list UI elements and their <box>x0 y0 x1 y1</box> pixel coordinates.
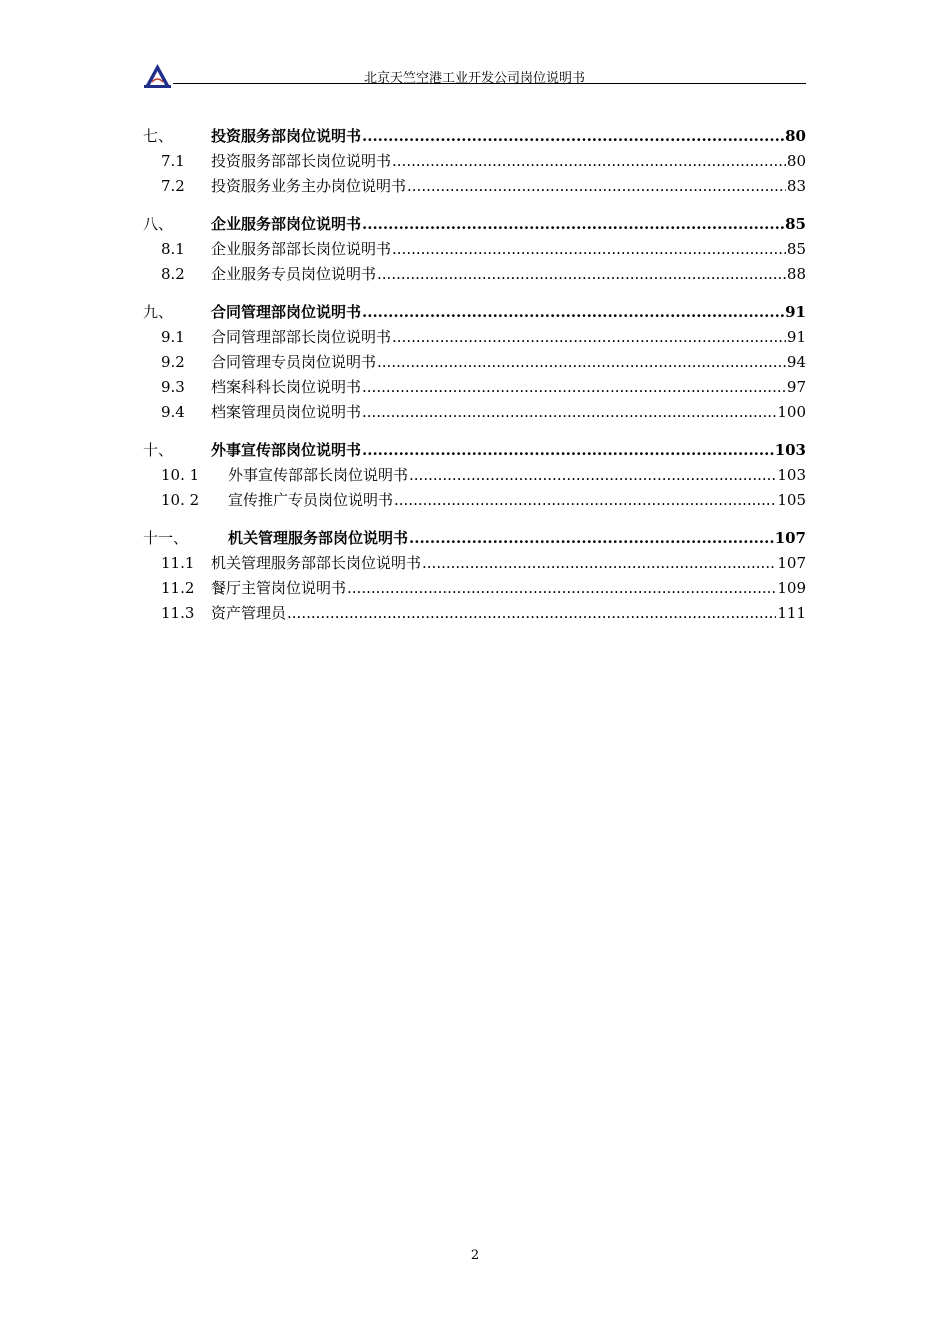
toc-section <box>143 124 806 199</box>
toc-section-heading[interactable] <box>143 300 806 325</box>
toc-entry-number: 9.1 <box>161 328 185 346</box>
toc-subentry[interactable] <box>143 262 806 287</box>
toc-dot-leader <box>409 463 776 488</box>
toc-entry-title[interactable]: 企业服务部部长岗位说明书 <box>211 240 392 258</box>
toc-entry-number: 11.1 <box>161 554 195 572</box>
toc-entry-page: 107 <box>774 529 806 547</box>
toc-entry-title[interactable]: 机关管理服务部岗位说明书 <box>228 529 409 547</box>
toc-entry-title[interactable]: 企业服务部岗位说明书 <box>211 215 362 233</box>
toc-entry-number: 9.3 <box>161 378 185 396</box>
toc-entry-number: 7.1 <box>161 152 185 170</box>
toc-entry-title[interactable]: 投资服务部部长岗位说明书 <box>211 152 392 170</box>
toc-entry-number: 十、 <box>143 441 174 459</box>
toc-section-heading[interactable] <box>143 212 806 237</box>
toc-dot-leader <box>377 262 786 287</box>
toc-section-heading[interactable] <box>143 526 806 551</box>
toc-section <box>143 212 806 287</box>
toc-entry-page: 103 <box>774 441 806 459</box>
toc-entry-number: 11.3 <box>161 604 195 622</box>
toc-subentry[interactable] <box>143 601 806 626</box>
toc-subentry[interactable] <box>143 463 806 488</box>
header-title: 北京天竺空港工业开发公司岗位说明书 <box>363 71 585 86</box>
toc-entry-page: 103 <box>777 466 806 484</box>
toc-dot-leader <box>394 488 776 513</box>
toc-entry-number: 10. 2 <box>161 491 200 509</box>
toc-subentry[interactable] <box>143 375 806 400</box>
toc-dot-leader <box>362 375 786 400</box>
toc-entry-title[interactable]: 投资服务业务主办岗位说明书 <box>211 177 407 195</box>
toc-entry-page: 105 <box>777 491 806 509</box>
toc-dot-leader <box>362 400 776 425</box>
page-header <box>143 60 806 86</box>
toc-entry-title[interactable]: 宣传推广专员岗位说明书 <box>228 491 394 509</box>
toc-entry-title[interactable]: 档案管理员岗位说明书 <box>211 403 362 421</box>
toc-dot-leader <box>392 237 786 262</box>
toc-entry-title[interactable]: 合同管理专员岗位说明书 <box>211 353 377 371</box>
toc-entry-number: 8.2 <box>161 265 185 283</box>
toc-dot-leader <box>347 576 776 601</box>
toc-entry-page: 85 <box>786 240 806 258</box>
toc-entry-number: 11.2 <box>161 579 195 597</box>
toc-entry-number: 9.4 <box>161 403 185 421</box>
toc-subentry[interactable] <box>143 149 806 174</box>
toc-entry-page: 80 <box>785 127 806 145</box>
toc-entry-page: 111 <box>777 604 806 622</box>
toc-entry-title[interactable]: 档案科科长岗位说明书 <box>211 378 362 396</box>
toc-entry-title[interactable]: 机关管理服务部部长岗位说明书 <box>211 554 422 572</box>
toc-section <box>143 526 806 626</box>
page-number: 2 <box>470 1248 480 1263</box>
toc-dot-leader <box>362 124 784 149</box>
toc-dot-leader <box>392 325 786 350</box>
toc-subentry[interactable] <box>143 350 806 375</box>
toc-entry-number: 八、 <box>143 215 174 233</box>
toc-dot-leader <box>362 212 784 237</box>
toc-entry-number: 九、 <box>143 303 174 321</box>
toc-entry-title[interactable]: 外事宣传部岗位说明书 <box>211 441 362 459</box>
toc-section <box>143 300 806 425</box>
toc-subentry[interactable] <box>143 551 806 576</box>
toc-entry-number: 七、 <box>143 127 174 145</box>
toc-entry-title[interactable]: 餐厅主管岗位说明书 <box>211 579 347 597</box>
toc-entry-number: 十一、 <box>143 529 189 547</box>
toc-dot-leader <box>362 438 774 463</box>
toc-dot-leader <box>377 350 786 375</box>
toc-entry-page: 109 <box>777 579 806 597</box>
toc-entry-title[interactable]: 合同管理部部长岗位说明书 <box>211 328 392 346</box>
toc-entry-title[interactable]: 企业服务专员岗位说明书 <box>211 265 377 283</box>
toc-entry-page: 107 <box>777 554 806 572</box>
toc-entry-page: 100 <box>777 403 806 421</box>
toc-section-heading[interactable] <box>143 124 806 149</box>
toc-entry-number: 9.2 <box>161 353 185 371</box>
toc-entry-page: 91 <box>786 328 806 346</box>
toc-entry-title[interactable]: 资产管理员 <box>211 604 287 622</box>
toc-subentry[interactable] <box>143 400 806 425</box>
toc-subentry[interactable] <box>143 237 806 262</box>
toc-entry-title[interactable]: 外事宣传部部长岗位说明书 <box>228 466 409 484</box>
toc-entry-page: 88 <box>786 265 806 283</box>
toc-dot-leader <box>362 300 784 325</box>
toc-dot-leader <box>392 149 786 174</box>
toc-entry-page: 97 <box>786 378 806 396</box>
toc-entry-title[interactable]: 投资服务部岗位说明书 <box>211 127 362 145</box>
toc-entry-page: 85 <box>785 215 806 233</box>
toc-dot-leader <box>409 526 774 551</box>
toc-entry-title[interactable]: 合同管理部岗位说明书 <box>211 303 362 321</box>
toc-entry-page: 91 <box>785 303 806 321</box>
toc-entry-page: 83 <box>786 177 806 195</box>
toc-section <box>143 438 806 513</box>
toc-dot-leader <box>287 601 776 626</box>
toc-subentry[interactable] <box>143 488 806 513</box>
toc-dot-leader <box>407 174 786 199</box>
header-rule <box>173 83 806 84</box>
toc-entry-page: 94 <box>786 353 806 371</box>
toc-subentry[interactable] <box>143 325 806 350</box>
toc-section-heading[interactable] <box>143 438 806 463</box>
toc-subentry[interactable] <box>143 576 806 601</box>
table-of-contents <box>143 124 806 639</box>
toc-entry-number: 8.1 <box>161 240 185 258</box>
toc-entry-number: 10. 1 <box>161 466 200 484</box>
toc-entry-page: 80 <box>786 152 806 170</box>
toc-entry-number: 7.2 <box>161 177 185 195</box>
toc-subentry[interactable] <box>143 174 806 199</box>
toc-dot-leader <box>422 551 776 576</box>
